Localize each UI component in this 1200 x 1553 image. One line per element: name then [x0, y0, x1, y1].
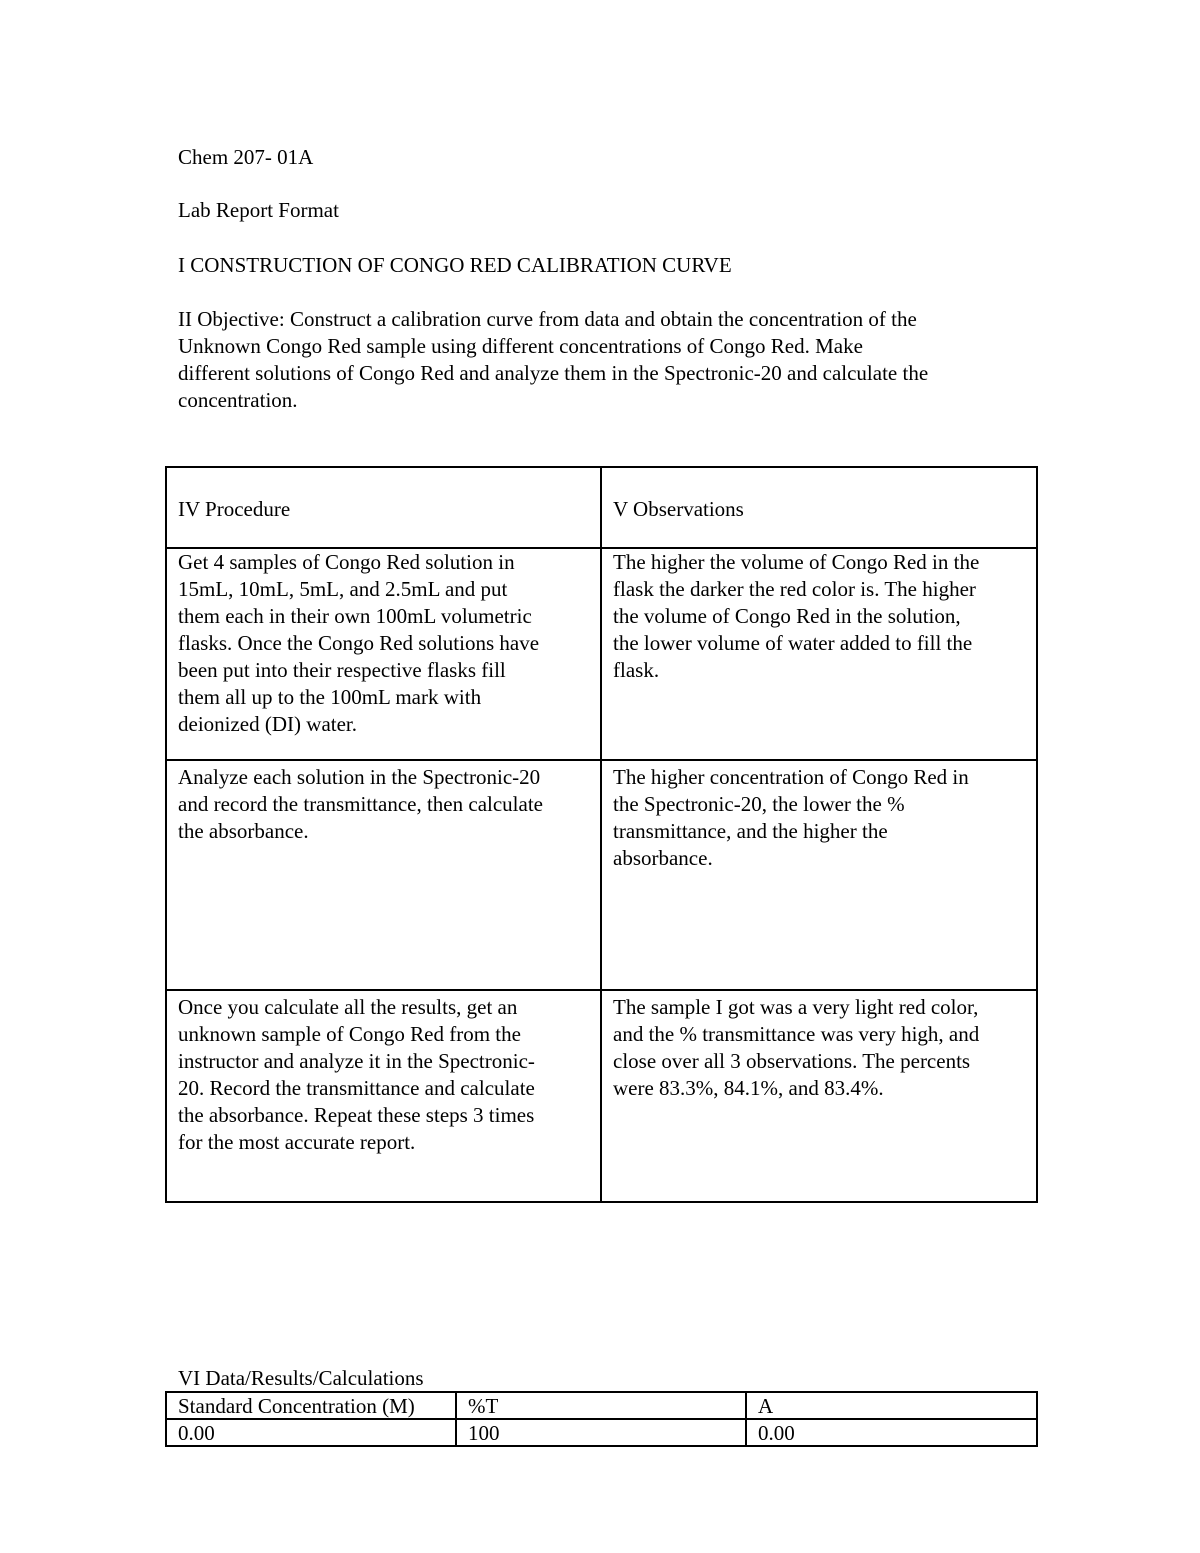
objective-line: II Objective: Construct a calibration curve from data and obtain the concentration of the: [178, 307, 917, 331]
procedure-line: been put into their respective flasks fill: [178, 658, 506, 682]
procedure-line: deionized (DI) water.: [178, 712, 358, 736]
observation-cell: [601, 990, 1037, 1202]
table-row: [166, 990, 1037, 1202]
procedure-observation-table: [165, 466, 1038, 1203]
objective-line: concentration.: [178, 388, 298, 412]
observation-line: absorbance.: [613, 846, 713, 870]
procedure-line: Get 4 samples of Congo Red solution in: [178, 550, 515, 574]
procedure-line: unknown sample of Congo Red from the: [178, 1022, 521, 1046]
procedure-line: 20. Record the transmittance and calculate: [178, 1076, 535, 1100]
objective-paragraph: [178, 306, 1038, 414]
objective-line: different solutions of Congo Red and analyze them in the Spectronic-20 and calculate the: [178, 361, 929, 385]
column-header-concentration: Standard Concentration (M): [166, 1392, 456, 1419]
observation-line: The higher the volume of Congo Red in the: [613, 550, 980, 574]
procedure-line: 15mL, 10mL, 5mL, and 2.5mL and put: [178, 577, 508, 601]
procedure-line: Analyze each solution in the Spectronic-20: [178, 765, 541, 789]
observation-line: transmittance, and the higher the: [613, 819, 888, 843]
table-row: [166, 760, 1037, 990]
procedure-line: the absorbance. Repeat these steps 3 times: [178, 1103, 535, 1127]
observation-cell: [601, 760, 1037, 990]
data-section-heading: VI Data/Results/Calculations: [178, 1366, 424, 1390]
observation-line: the Spectronic-20, the lower the %: [613, 792, 905, 816]
concentration-cell: 0.00: [166, 1419, 456, 1446]
observation-line: The higher concentration of Congo Red in: [613, 765, 969, 789]
objective-line: Unknown Congo Red sample using different concentrations of Congo Red. Make: [178, 334, 863, 358]
course-label: Chem 207- 01A: [178, 145, 314, 169]
observations-header: V Observations: [601, 467, 1037, 548]
table-row: [166, 548, 1037, 760]
table-row: [166, 1419, 1037, 1446]
procedure-line: the absorbance.: [178, 819, 309, 843]
table-header-row: [166, 1392, 1037, 1419]
observation-line: close over all 3 observations. The percents: [613, 1049, 971, 1073]
transmittance-cell: 100: [456, 1419, 746, 1446]
table-header-row: [166, 467, 1037, 548]
observation-line: The sample I got was a very light red color,: [613, 995, 979, 1019]
procedure-line: them each in their own 100mL volumetric: [178, 604, 532, 628]
procedure-header: IV Procedure: [166, 467, 601, 548]
procedure-line: flasks. Once the Congo Red solutions have: [178, 631, 540, 655]
procedure-cell: [166, 760, 601, 990]
procedure-line: them all up to the 100mL mark with: [178, 685, 482, 709]
procedure-line: instructor and analyze it in the Spectronic-: [178, 1049, 535, 1073]
column-header-absorbance: A: [746, 1392, 1037, 1419]
procedure-line: Once you calculate all the results, get an: [178, 995, 518, 1019]
data-results-table: [165, 1391, 1038, 1447]
absorbance-cell: 0.00: [746, 1419, 1037, 1446]
observation-cell: [601, 548, 1037, 760]
procedure-cell: [166, 990, 601, 1202]
section-heading: I CONSTRUCTION OF CONGO RED CALIBRATION CURVE: [178, 253, 732, 277]
document-title: Lab Report Format: [178, 198, 339, 222]
observation-line: flask.: [613, 658, 660, 682]
observation-line: were 83.3%, 84.1%, and 83.4%.: [613, 1076, 884, 1100]
procedure-line: for the most accurate report.: [178, 1130, 416, 1154]
column-header-transmittance: %T: [456, 1392, 746, 1419]
observation-line: and the % transmittance was very high, and: [613, 1022, 980, 1046]
observation-line: the volume of Congo Red in the solution,: [613, 604, 961, 628]
procedure-cell: [166, 548, 601, 760]
observation-line: the lower volume of water added to fill the: [613, 631, 973, 655]
observation-line: flask the darker the red color is. The higher: [613, 577, 976, 601]
procedure-line: and record the transmittance, then calculate: [178, 792, 543, 816]
